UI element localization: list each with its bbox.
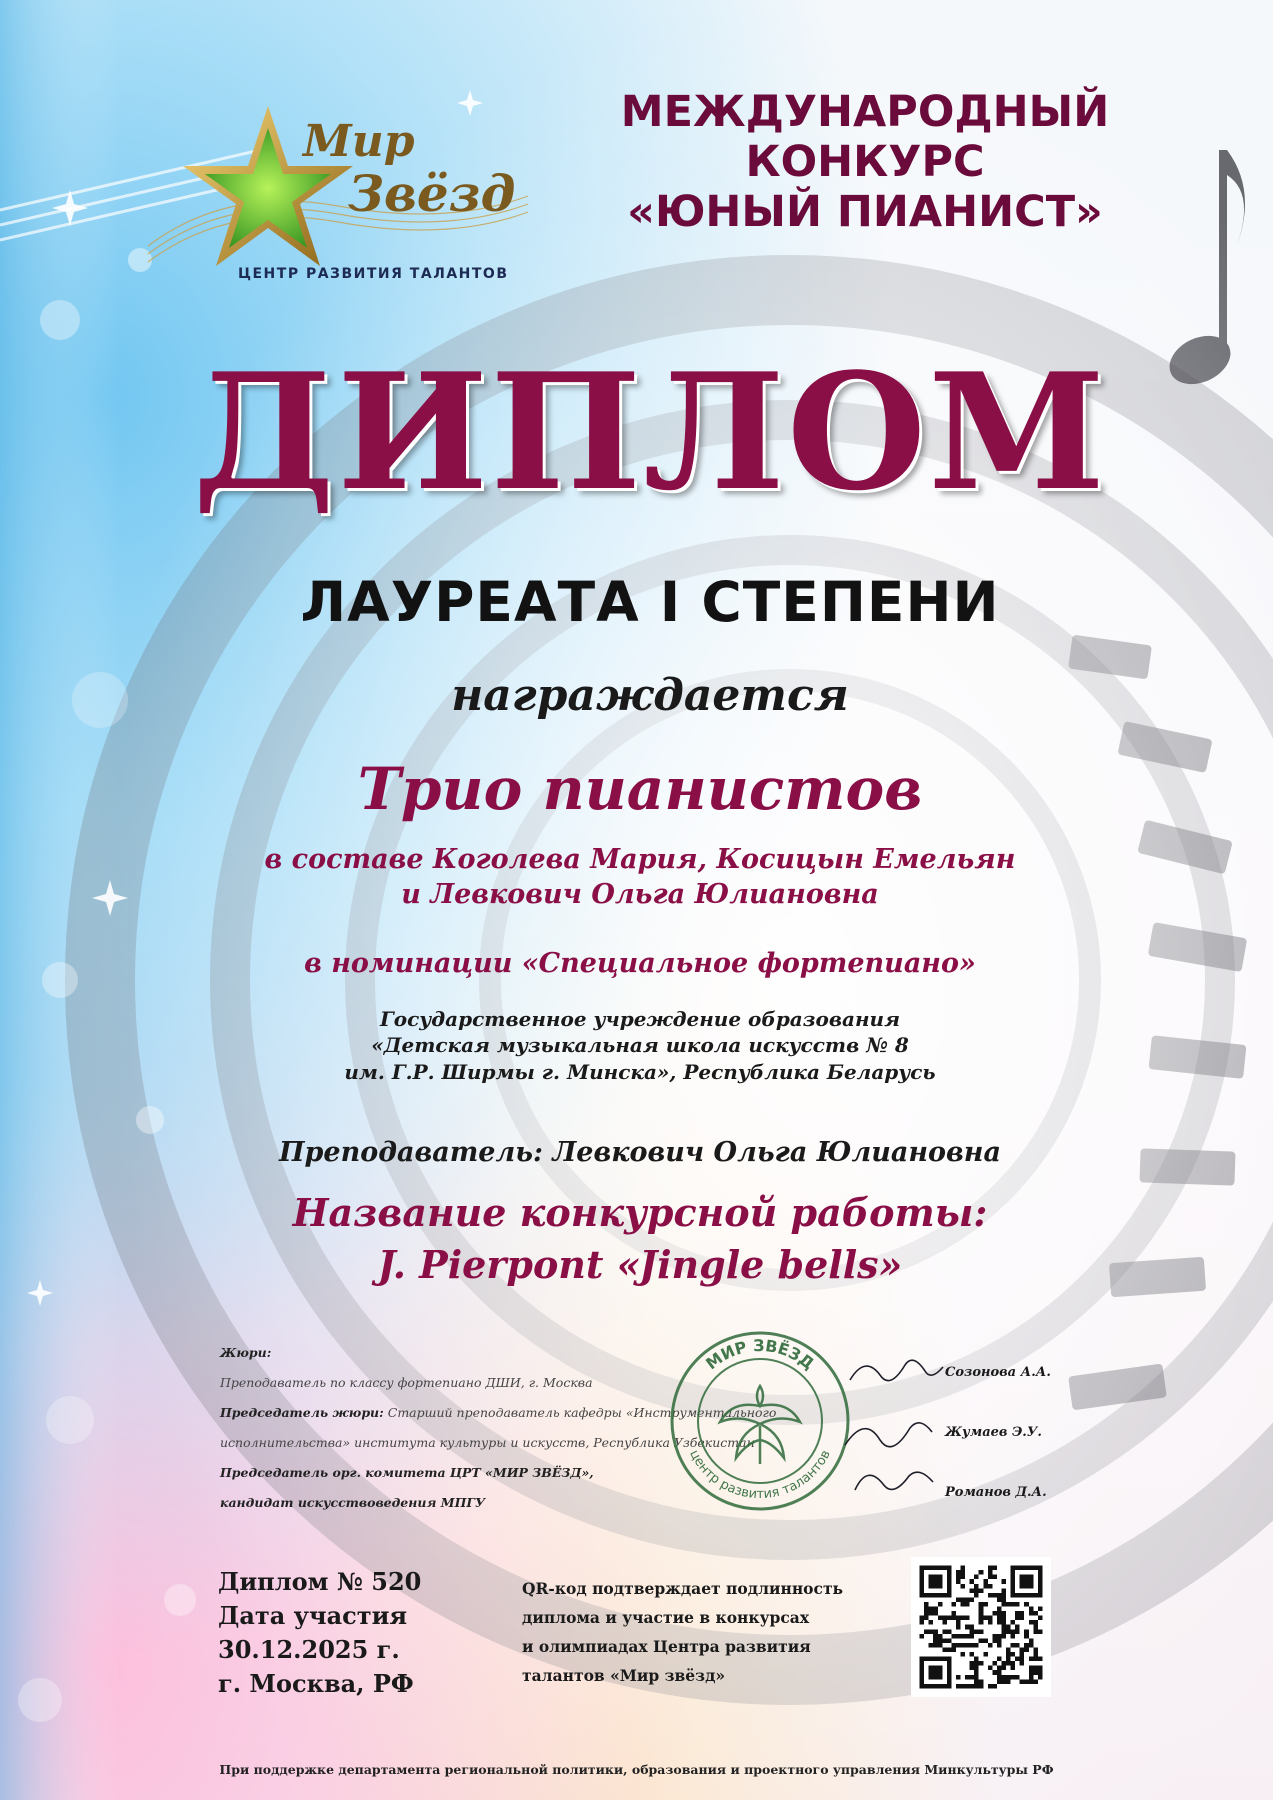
- contest-line-1: МЕЖДУНАРОДНЫЙ: [620, 87, 1110, 137]
- logo-script-bottom: Звёзд: [348, 164, 516, 223]
- diploma-title: ДИПЛОМ: [192, 338, 1108, 526]
- qr-code-image: [915, 1561, 1047, 1693]
- teacher: Преподаватель: Левкович Ольга Юлиановна: [279, 1137, 1001, 1168]
- nomination: в номинации «Специальное фортепиано»: [304, 948, 976, 979]
- issue-place: г. Москва, РФ: [218, 1669, 414, 1698]
- participation-date-label: Дата участия: [218, 1601, 408, 1630]
- diploma-number: Диплом № 520: [218, 1567, 422, 1596]
- awarded-label: награждается: [451, 670, 849, 721]
- svg-text:МИР ЗВЁЗД: МИР ЗВЁЗД: [702, 1335, 818, 1374]
- jury-org-role: кандидат искусствоведения МПГУ: [220, 1495, 486, 1510]
- jury-name-1: Созонова А.А.: [945, 1365, 1051, 1380]
- members-line-2: и Левкович Ольга Юлиановна: [401, 879, 879, 911]
- contest-title: [540, 88, 1190, 238]
- recipient-name: Трио пианистов: [357, 755, 923, 823]
- institution-line-3: им. Г.Р. Ширмы г. Минска», Республика Беларусь: [344, 1059, 936, 1084]
- jury-name-3: Романов Д.А.: [945, 1485, 1047, 1500]
- logo-subtitle: ЦЕНТР РАЗВИТИЯ ТАЛАНТОВ: [238, 266, 509, 282]
- institution-line-2: «Детская музыкальная школа искусств № 8: [371, 1033, 909, 1058]
- ensemble-members: [120, 842, 1160, 912]
- logo: [138, 96, 538, 306]
- jury-signatures-icon: [840, 1340, 950, 1510]
- laureate-degree: ЛАУРЕАТА I СТЕПЕНИ: [300, 570, 1000, 634]
- qr-code-icon[interactable]: [915, 1561, 1047, 1693]
- contest-line-3: «ЮНЫЙ ПИАНИСТ»: [627, 186, 1103, 237]
- institution: [170, 1006, 1110, 1085]
- qr-note: [522, 1574, 882, 1690]
- qr-note-line-4: талантов «Мир звёзд»: [522, 1666, 726, 1685]
- contest-line-2: КОНКУРС: [745, 136, 985, 187]
- work-title: J. Pierpont «Jingle bells»: [377, 1242, 903, 1287]
- svg-text:центр развития талантов: центр развития талантов: [686, 1447, 834, 1503]
- jury-chair-role-a: Старший преподаватель кафедры «Инструментального: [387, 1405, 777, 1420]
- members-line-1: в составе Коголева Мария, Косицын Емельян: [264, 844, 1016, 875]
- support-note: При поддержке департамента региональной политики, образования и проектного управления Минкультуры РФ: [219, 1762, 1054, 1777]
- institution-line-1: Государственное учреждение образования: [379, 1007, 900, 1031]
- diploma-info: [218, 1565, 458, 1701]
- qr-note-line-3: и олимпиадах Центра развития: [522, 1637, 811, 1656]
- work-label: Название конкурсной работы:: [292, 1190, 988, 1235]
- jury-org-label: Председатель орг. комитета ЦРТ «МИР ЗВЁЗД»,: [220, 1465, 594, 1480]
- qr-note-line-1: QR-код подтверждает подлинность: [522, 1579, 844, 1598]
- jury-chair-role-b: исполнительства» института культуры и искусств, Республика Узбекистан: [220, 1435, 755, 1450]
- jury-name-2: Жумаев Э.У.: [945, 1425, 1042, 1440]
- logo-script-top: Мир: [303, 116, 415, 167]
- jury-chair-label: Председатель жюри:: [220, 1405, 384, 1420]
- seal-stamp-icon: [665, 1326, 855, 1516]
- jury-heading: Жюри:: [220, 1345, 272, 1360]
- participation-date: 30.12.2025 г.: [218, 1635, 400, 1664]
- jury-member-1-role: Преподаватель по классу фортепиано ДШИ, г. Москва: [220, 1375, 593, 1390]
- qr-note-line-2: диплома и участие в конкурсах: [522, 1608, 810, 1627]
